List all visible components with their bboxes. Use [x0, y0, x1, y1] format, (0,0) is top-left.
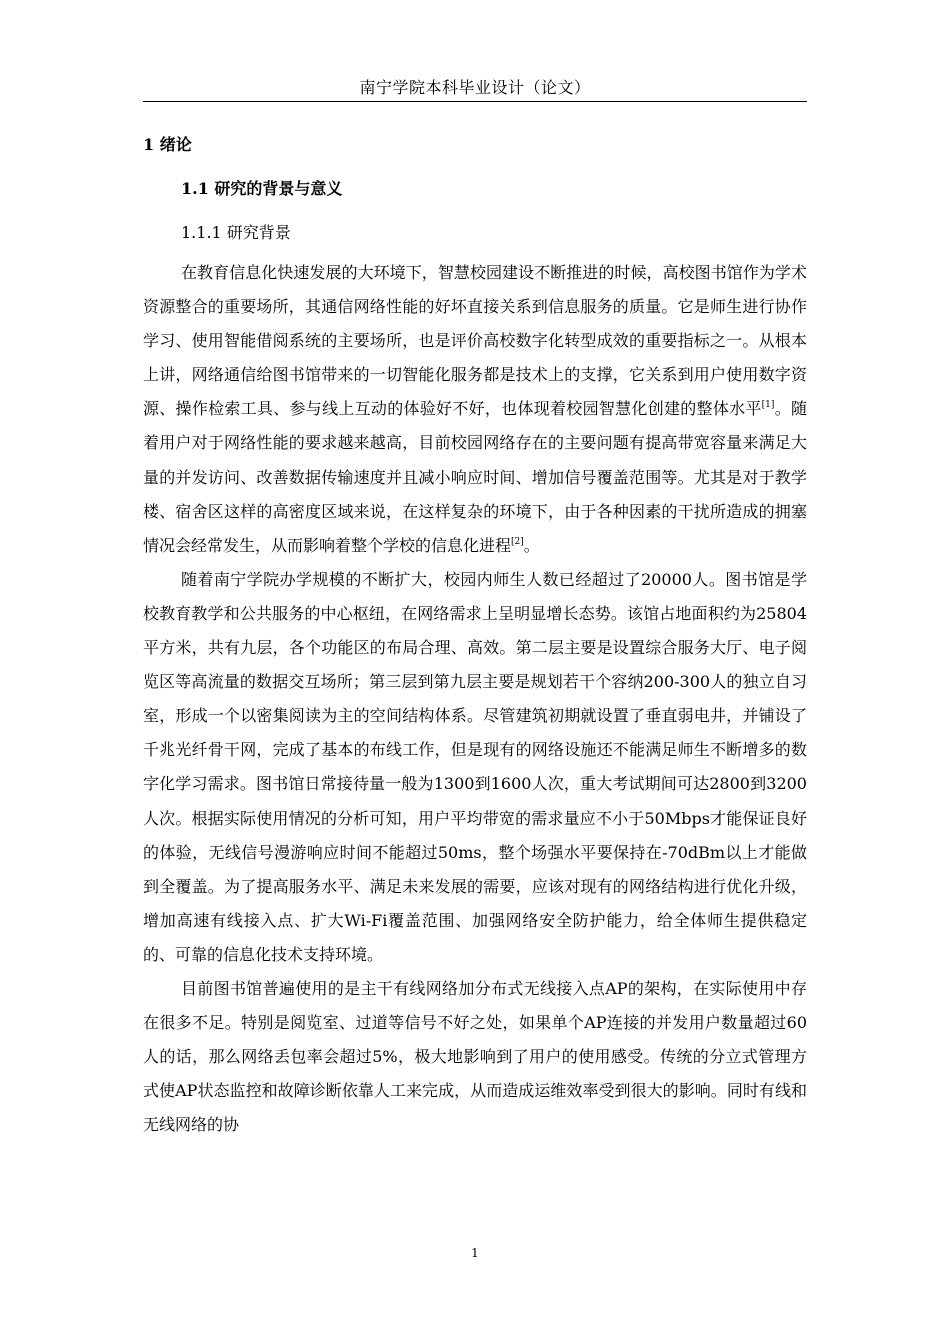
- chapter-heading: 1 绪论: [143, 135, 192, 154]
- paragraph-1: [143, 256, 807, 563]
- page-header: 南宁学院本科毕业设计（论文）: [143, 74, 807, 102]
- subsection-heading: 1.1.1 研究背景: [181, 223, 291, 242]
- paragraph-1-text-c: 。: [523, 535, 540, 555]
- citation-1: [1]: [761, 400, 775, 411]
- paragraph-1-text-b: 。随着用户对于网络性能的要求越来越高，目前校园网络存在的主要问题有提高带宽容量来满足大量的并发访问、改善数据传输速度并且减小响应时间、增加信号覆盖范围等。尤其是对于教学楼、宿舍区这样的高密度区域来说，在这样复杂的环境下，由于各种因素的干扰所造成的拥塞情况会经常发生，从而影响着整个学校的信息化进程: [143, 399, 807, 555]
- paragraph-3: 目前图书馆普遍使用的是主干有线网络加分布式无线接入点AP的架构，在实际使用中存在很多不足。特别是阅览室、过道等信号不好之处，如果单个AP连接的并发用户数量超过60人的话，那么网络丢包率会超过5%，极大地影响到了用户的使用感受。传统的分立式管理方式使AP状态监控和故障诊断依靠人工来完成，从而造成运维效率受到很大的影响。同时有线和无线网络的协: [143, 978, 807, 1135]
- paragraph-1-text-a: 在教育信息化快速发展的大环境下，智慧校园建设不断推进的时候，高校图书馆作为学术资源整合的重要场所，其通信网络性能的好坏直接关系到信息服务的质量。它是师生进行协作学习、使用智能借阅系统的主要场所，也是评价高校数字化转型成效的重要指标之一。从根本上讲，网络通信给图书馆带来的一切智能化服务都是技术上的支撑，它关系到用户使用数字资源、操作检索工具、参与线上互动的体验好不好，也体现着校园智慧化创建的整体水平: [143, 263, 807, 419]
- page-number: 1: [471, 1246, 479, 1260]
- paragraph-2: 随着南宁学院办学规模的不断扩大，校园内师生人数已经超过了20000人。图书馆是学校教育教学和公共服务的中心枢纽，在网络需求上呈明显增长态势。该馆占地面积约为25804平方米，共有九层，各个功能区的布局合理、高效。第二层主要是设置综合服务大厅、电子阅览区等高流量的数据交互场所；第三层到第九层主要是规划若干个容纳200-300人的独立自习室，形成一个以密集阅读为主的空间结构体系。尽管建筑初期就设置了垂直弱电井，并铺设了千兆光纤骨干网，完成了基本的布线工作，但是现有的网络设施还不能满足师生不断增多的数字化学习需求。图书馆日常接待量一般为1300到1600人次，重大考试期间可达2800到3200人次。根据实际使用情况的分析可知，用户平均带宽的需求量应不小于50Mbps才能保证良好的体验，无线信号漫游响应时间不能超过50ms，整个场强水平要保持在-70dBm以上才能做到全覆盖。为了提高服务水平、满足未来发展的需要，应该对现有的网络结构进行优化升级，增加高速有线接入点、扩大Wi-Fi覆盖范围、加强网络安全防护能力，给全体师生提供稳定的、可靠的信息化技术支持环境。: [143, 569, 807, 964]
- section-heading: 1.1 研究的背景与意义: [181, 179, 343, 198]
- citation-2: [2]: [511, 536, 524, 547]
- document-body: [143, 128, 807, 1142]
